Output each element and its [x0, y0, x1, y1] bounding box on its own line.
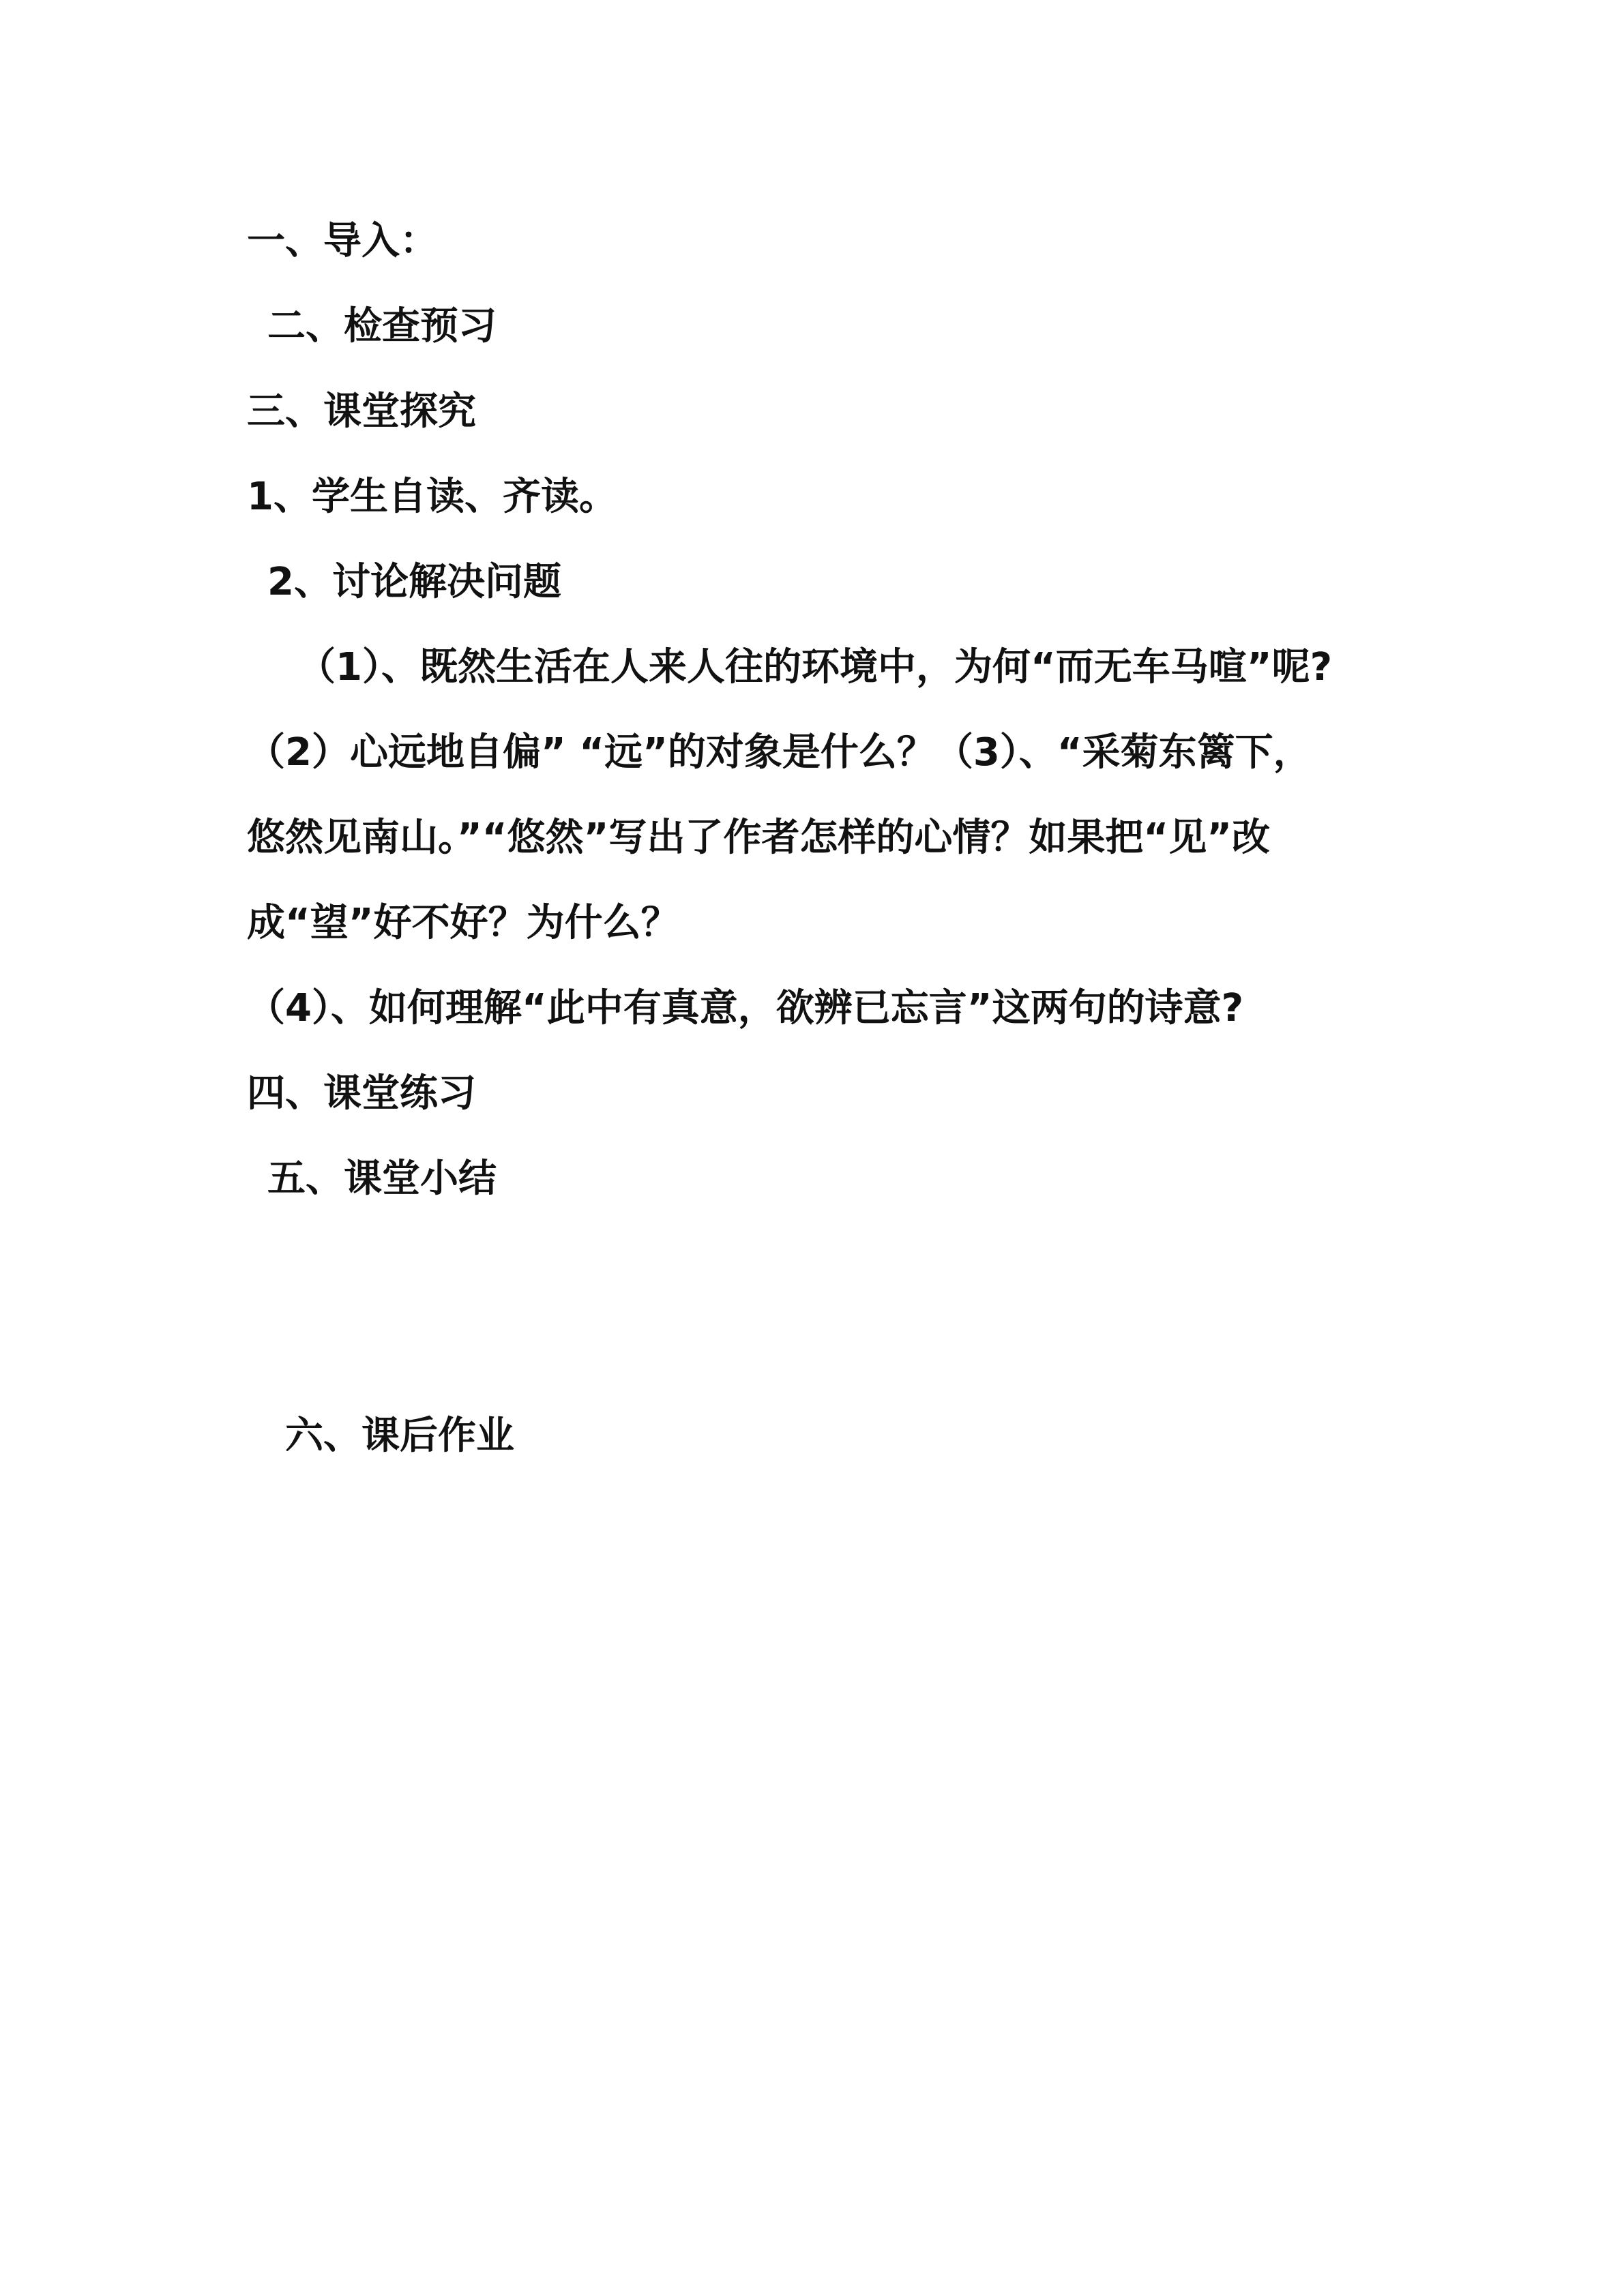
question-4: （4）、如何理解“此中有真意，欲辨已忘言”这两句的诗意? [247, 986, 1244, 1030]
question-3-end: 成“望”好不好？为什么？ [247, 901, 679, 945]
section-intro: 一、导入： [247, 219, 438, 263]
section-practice: 四、课堂练习 [247, 1071, 476, 1116]
question-2-3: （2）心远地自偏” “远”的对象是什么？（3）、“采菊东篱下， [247, 730, 1312, 775]
section-inquiry: 三、课堂探究 [247, 389, 476, 434]
section-summary: 五、课堂小结 [267, 1157, 497, 1201]
item-self-reading: 1、学生自读、齐读。 [247, 475, 617, 519]
question-1: （1）、既然生活在人来人往的环境中，为何“而无车马喧”呢? [297, 645, 1333, 689]
section-homework: 六、课后作业 [285, 1414, 514, 1458]
question-3-continued: 悠然见南山。”“悠然”写出了作者怎样的心情？如果把“见”改 [247, 816, 1271, 860]
item-discussion: 2、讨论解决问题 [267, 560, 561, 604]
section-preview: 二、检查预习 [267, 304, 497, 348]
